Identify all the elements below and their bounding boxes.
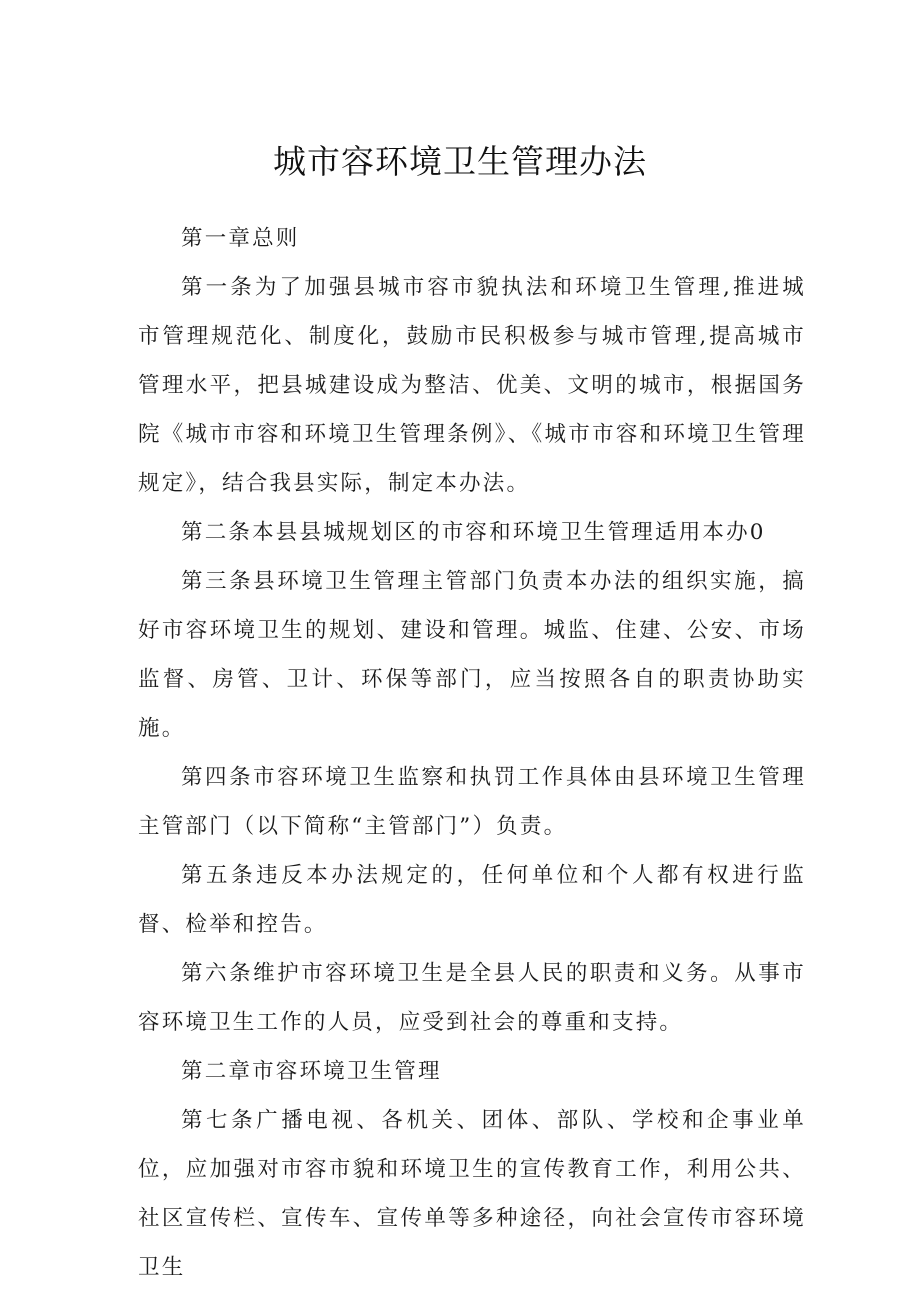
chapter-heading-1: 第一章总则 — [181, 226, 300, 251]
document-body — [138, 214, 806, 1292]
article-5: 第五条违反本办法规定的，任何单位和个人都有权进行监督、检举和控告。 — [138, 863, 806, 937]
article-3: 第三条县环境卫生管理主管部门负责本办法的组织实施，搞好市容环境卫生的规划、建设和管理。城监、住建、公安、市场监督、房管、卫计、环保等部门，应当按照各自的职责协助实施。 — [138, 569, 806, 741]
document-title: 城市容环境卫生管理办法 — [273, 142, 647, 181]
article-2: 第二条本县县城规划区的市容和环境卫生管理适用本办0 — [181, 520, 766, 545]
article-7: 第七条广播电视、各机关、团体、部队、学校和企事业单位，应加强对市容市貌和环境卫生的宣传教育工作，利用公共、社区宣传栏、宣传车、宣传单等多种途径，向社会宣传市容环境卫生 — [138, 1108, 806, 1280]
chapter-heading-2: 第二章市容环境卫生管理 — [181, 1059, 442, 1084]
article-1: 第一条为了加强县城市容市貌执法和环境卫生管理,推进城市管理规范化、制度化，鼓励市民积极参与城市管理,提高城市管理水平，把县城建设成为整洁、优美、文明的城市，根据国务院《城市市容和环境卫生管理条例》、《城市市容和环境卫生管理规定》，结合我县实际，制定本办法。 — [138, 275, 806, 496]
article-6: 第六条维护市容环境卫生是全县人民的职责和义务。从事市容环境卫生工作的人员，应受到社会的尊重和支持。 — [138, 961, 806, 1035]
article-4: 第四条市容环境卫生监察和执罚工作具体由县环境卫生管理主管部门（以下简称“主管部门”）负责。 — [138, 765, 806, 839]
